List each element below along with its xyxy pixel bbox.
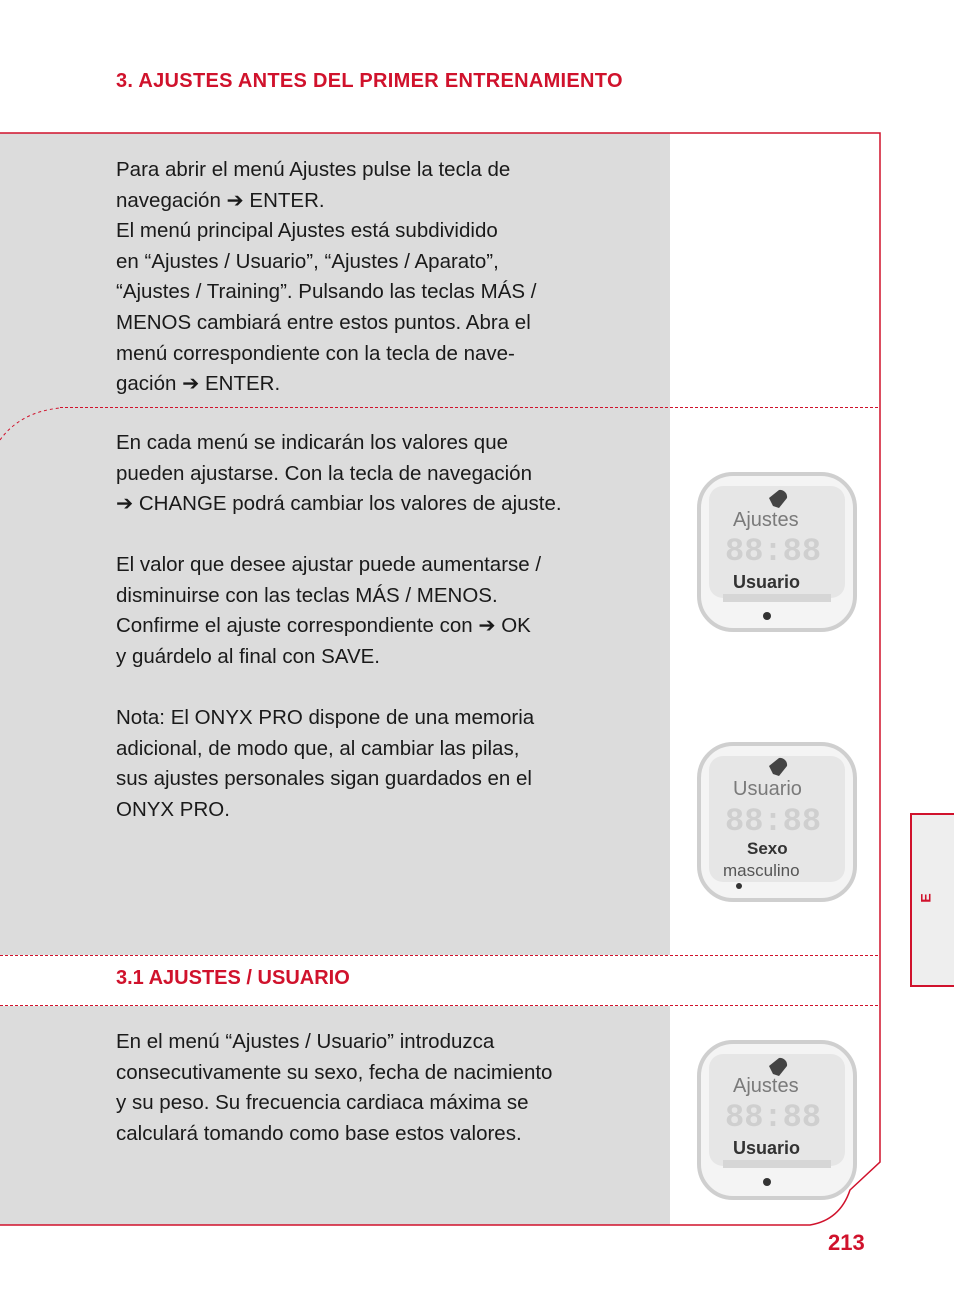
- watch-display-ajustes: [693, 468, 861, 636]
- watch-line3: masculino: [723, 861, 800, 880]
- text-line: En cada menú se indicarán los valores que: [116, 431, 509, 454]
- text-line: El menú principal Ajustes está subdividido: [116, 219, 498, 243]
- watch-line2: Usuario: [733, 1138, 801, 1158]
- watch-line1: Ajustes: [733, 1075, 799, 1097]
- watch-line1: Usuario: [733, 778, 802, 800]
- subsection-heading: 3.1 AJUSTES / USUARIO: [116, 967, 350, 989]
- paragraph-adjust: [116, 550, 656, 672]
- page-number: 213: [828, 1230, 865, 1255]
- watch-display-ajustes-usuario: [693, 1036, 861, 1204]
- text-line: ➔ CHANGE podrá cambiar los valores de ajuste.: [116, 492, 562, 516]
- watch-digits: 88:88: [725, 803, 822, 840]
- text-line: El valor que desee ajustar puede aumentarse /: [116, 553, 542, 576]
- text-line: calculará tomando como base estos valores.: [116, 1121, 522, 1145]
- text-line: “Ajustes / Training”. Pulsando las teclas MÁS /: [116, 280, 537, 304]
- paragraph-values: [116, 428, 656, 520]
- watch-digits: 88:88: [725, 1099, 822, 1136]
- text-line: navegación ➔ ENTER.: [116, 188, 325, 212]
- watch-display-usuario: [693, 738, 861, 906]
- text-line: y guárdelo al final con SAVE.: [116, 644, 380, 668]
- text-line: Para abrir el menú Ajustes pulse la tecla de: [116, 158, 511, 181]
- paragraph-user-settings: [116, 1027, 656, 1149]
- watch-line1: Ajustes: [733, 509, 799, 531]
- text-line: disminuirse con las teclas MÁS / MENOS.: [116, 583, 498, 607]
- separator-3: [0, 1005, 878, 1006]
- text-line: consecutivamente su sexo, fecha de nacimiento: [116, 1060, 553, 1084]
- section-heading: 3. AJUSTES ANTES DEL PRIMER ENTRENAMIENTO: [116, 70, 623, 92]
- text-line: pueden ajustarse. Con la tecla de navegación: [116, 461, 532, 485]
- watch-digits: 88:88: [725, 533, 822, 570]
- text-line: Confirme el ajuste correspondiente con ➔ OK: [116, 614, 531, 638]
- text-line: gación ➔ ENTER.: [116, 372, 281, 396]
- paragraph-open-menu: [116, 155, 656, 400]
- text-line: adicional, de modo que, al cambiar las pilas,: [116, 736, 520, 760]
- text-line: sus ajustes personales sigan guardados en el: [116, 767, 532, 791]
- separator-1: [60, 407, 878, 408]
- text-line: menú correspondiente con la tecla de nave-: [116, 341, 515, 365]
- separator-2: [0, 955, 878, 956]
- text-line: MENOS cambiará entre estos puntos. Abra el: [116, 310, 531, 334]
- text-line: ONYX PRO.: [116, 797, 230, 821]
- paragraph-note: [116, 703, 656, 825]
- text-line: Nota: El ONYX PRO dispone de una memoria: [116, 706, 535, 729]
- text-line: En el menú “Ajustes / Usuario” introduzca: [116, 1030, 495, 1053]
- watch-line2: Usuario: [733, 572, 801, 592]
- language-tab-letter: E: [917, 893, 934, 903]
- text-line: en “Ajustes / Usuario”, “Ajustes / Aparato”,: [116, 249, 499, 273]
- text-line: y su peso. Su frecuencia cardiaca máxima se: [116, 1091, 529, 1115]
- watch-line2: Sexo: [747, 839, 788, 858]
